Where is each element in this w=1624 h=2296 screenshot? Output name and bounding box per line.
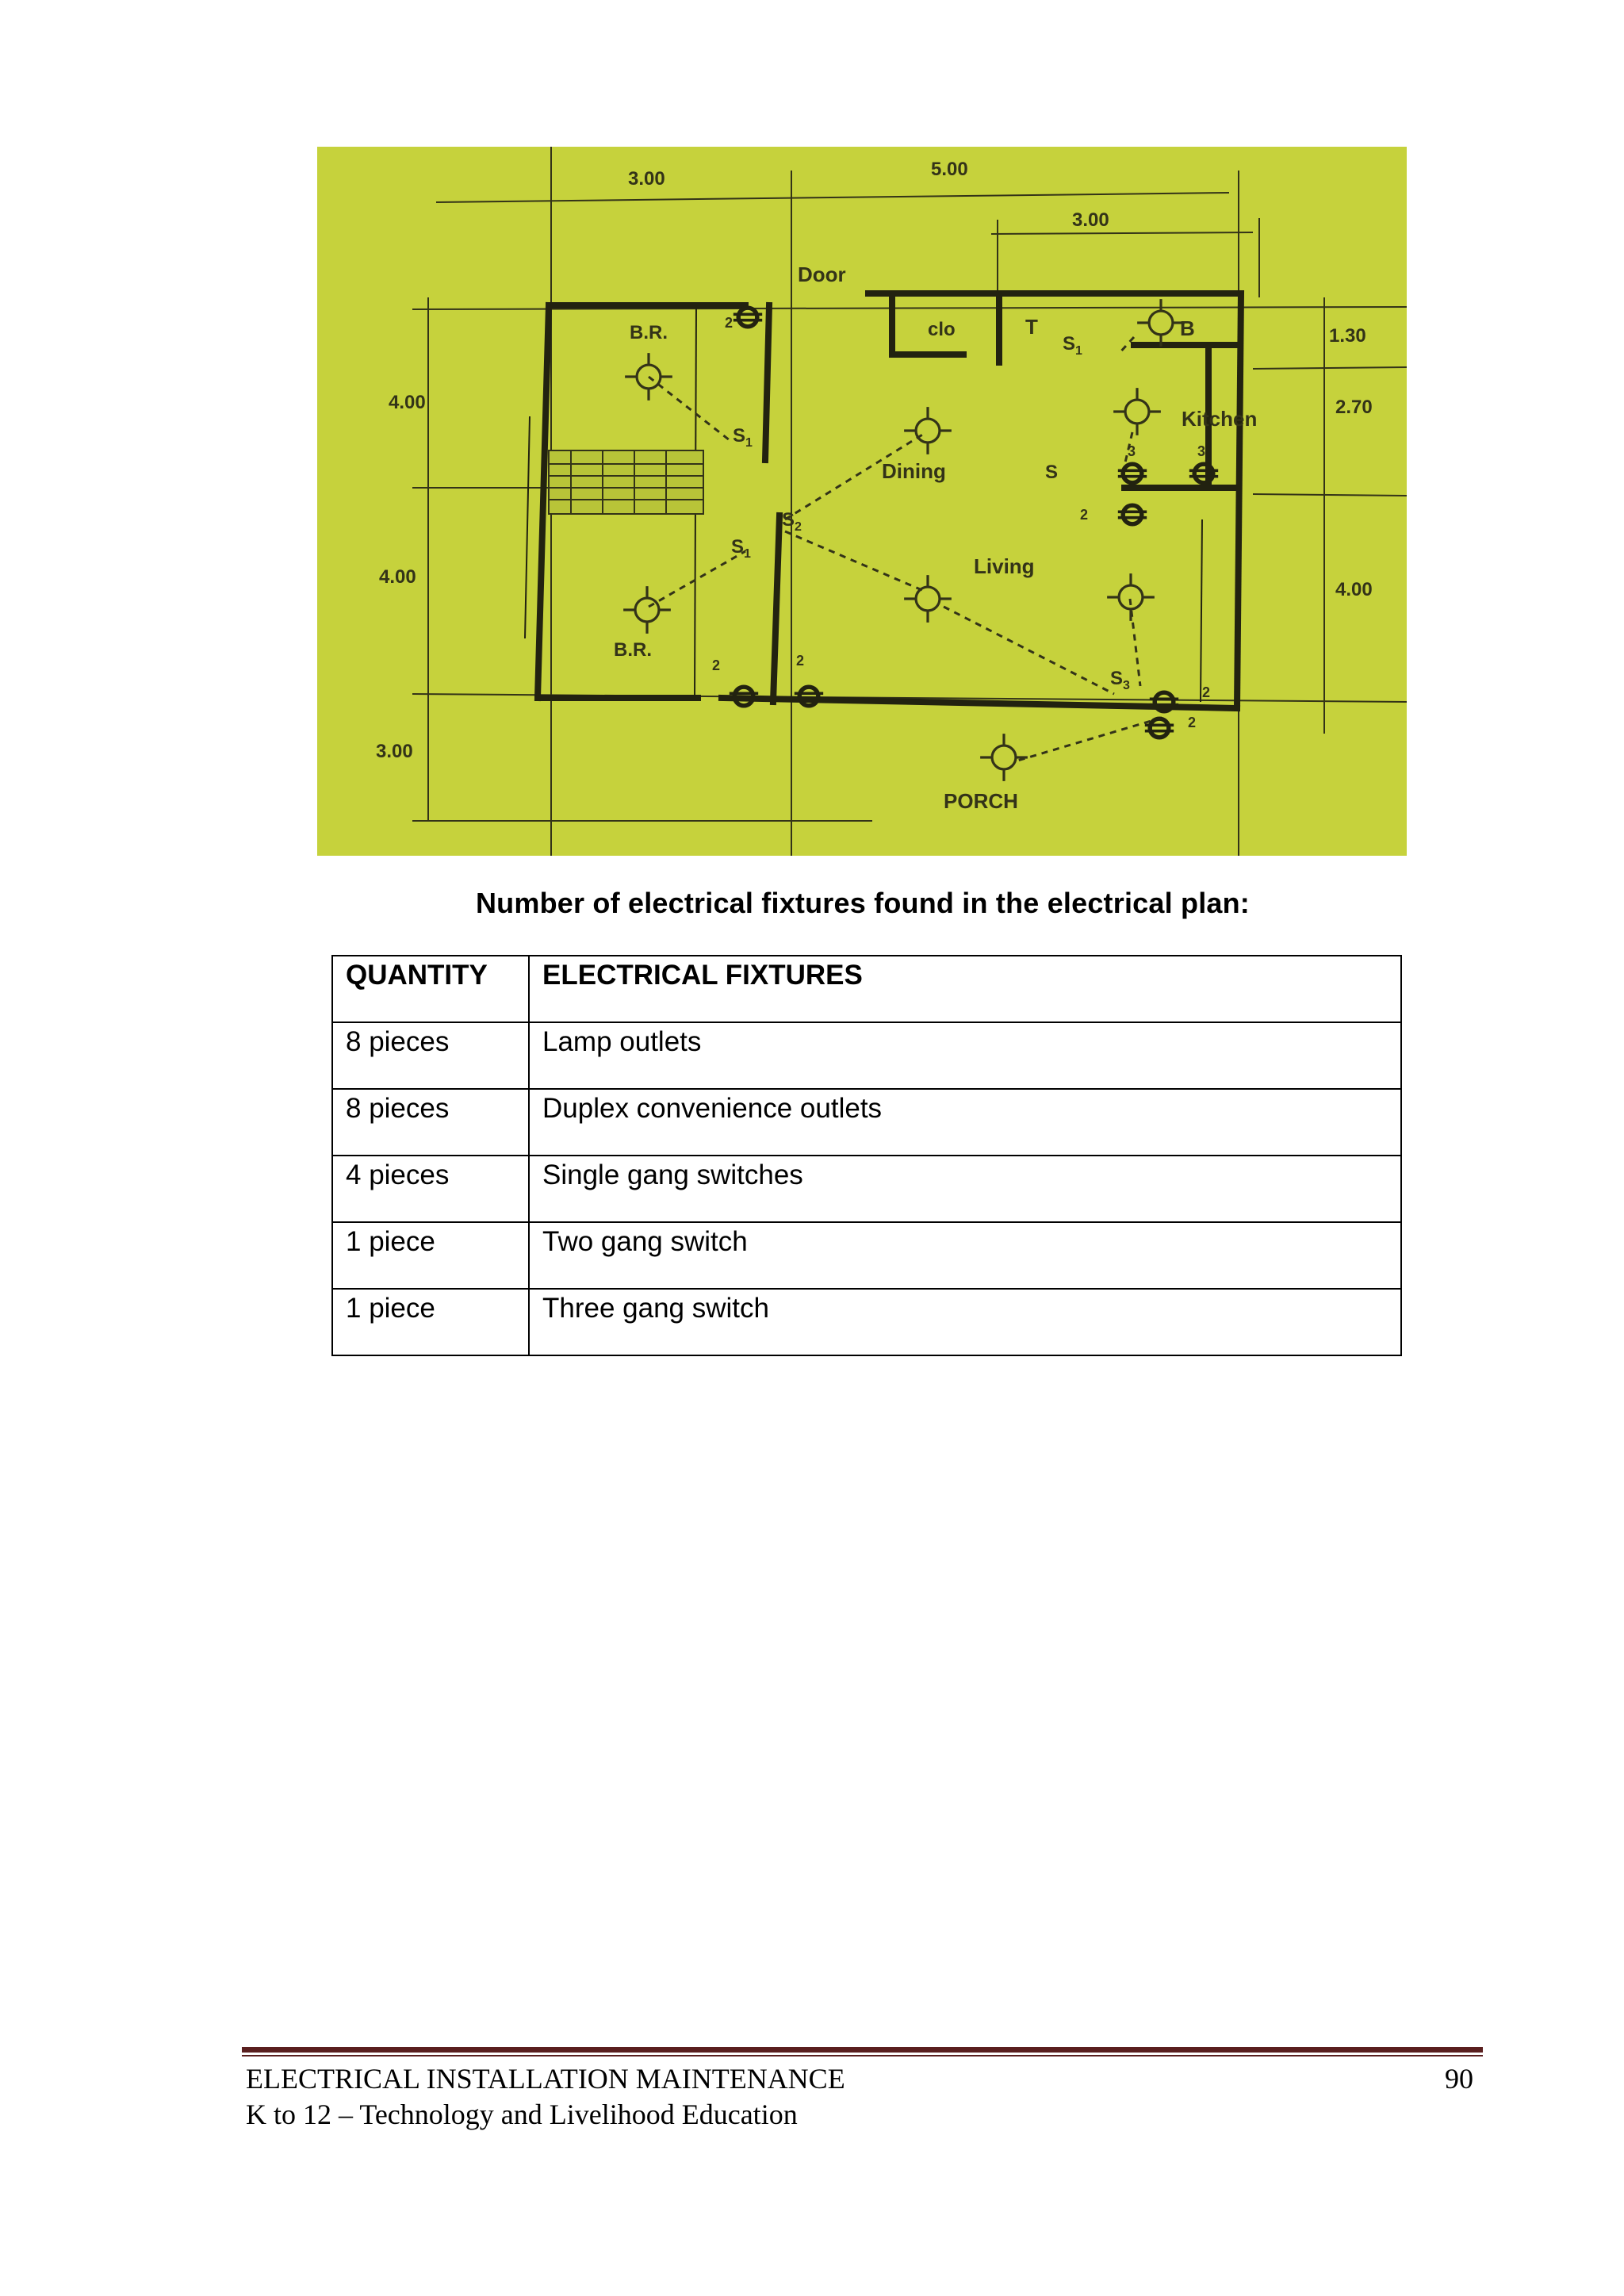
outlet-number: 2	[1188, 715, 1197, 730]
table-caption: Number of electrical fixtures found in the electrical plan:	[475, 887, 1250, 919]
lamp-outlet-symbol	[1107, 573, 1155, 621]
dimension-label: 4.00	[1335, 579, 1373, 600]
lamp-outlet-symbol	[1113, 388, 1161, 435]
footer-divider	[242, 2055, 1483, 2056]
lamp-outlet-symbol	[623, 586, 671, 634]
table-row	[332, 1089, 1401, 1156]
dimension-label: 3.00	[376, 741, 413, 762]
column-header-fixtures: ELECTRICAL FIXTURES	[529, 956, 1401, 1022]
outlet-number: 3	[1197, 443, 1206, 459]
duplex-outlet-symbol	[1189, 464, 1218, 483]
outlet-number: 2	[725, 315, 733, 331]
table-row	[332, 1156, 1401, 1222]
bath-label: B	[1180, 316, 1195, 340]
duplex-outlet-symbol	[1118, 464, 1147, 483]
fixtures-table	[331, 955, 1402, 1356]
switch-subscript: 1	[744, 547, 751, 561]
fixture-cell: Three gang switch	[529, 1289, 1401, 1355]
floor-plan-drawing	[317, 147, 1407, 856]
toilet-label: T	[1025, 315, 1038, 339]
dining-label: Dining	[882, 459, 946, 483]
bedroom-label: B.R.	[630, 322, 668, 343]
bedroom-label: B.R.	[614, 639, 652, 661]
dimension-label: 5.00	[931, 159, 968, 180]
duplex-outlet-symbol	[1118, 505, 1147, 524]
lamp-outlet-symbol	[904, 407, 952, 454]
lamp-outlet-symbol	[904, 575, 952, 623]
switch-label: S	[733, 425, 746, 447]
footer-divider	[242, 2047, 1483, 2053]
lamp-outlet-symbol	[1137, 299, 1185, 347]
dimension-label: 3.00	[1072, 209, 1109, 231]
porch-label: PORCH	[944, 789, 1018, 813]
fixture-cell: Lamp outlets	[529, 1022, 1401, 1089]
page-number: 90	[1445, 2063, 1473, 2095]
outlet-number: 3	[1128, 443, 1136, 459]
switch-label: S	[731, 536, 745, 558]
quantity-cell: 8 pieces	[332, 1022, 529, 1089]
outlet-number: 2	[1080, 507, 1089, 523]
table-row	[332, 1022, 1401, 1089]
switch-subscript: 1	[1075, 344, 1082, 358]
lamp-outlet-symbol	[980, 734, 1028, 781]
dimension-label: 1.30	[1329, 325, 1366, 347]
fixture-cell: Duplex convenience outlets	[529, 1089, 1401, 1156]
switch-label: S	[1045, 462, 1059, 483]
dimension-label: 3.00	[628, 168, 665, 190]
switch-label: S	[1063, 333, 1076, 355]
living-label: Living	[974, 554, 1035, 578]
door-label: Door	[798, 263, 846, 286]
dimension-label: 2.70	[1335, 397, 1373, 418]
electrical-floor-plan	[317, 147, 1407, 856]
footer-subtitle: K to 12 – Technology and Livelihood Education	[246, 2099, 798, 2130]
switch-subscript: 1	[745, 436, 753, 450]
quantity-cell: 1 piece	[332, 1289, 529, 1355]
outlet-number: 2	[796, 653, 805, 669]
footer-title: ELECTRICAL INSTALLATION MAINTENANCE	[246, 2063, 845, 2095]
quantity-cell: 8 pieces	[332, 1089, 529, 1156]
closet-label: clo	[928, 319, 956, 340]
outlet-number: 2	[1202, 684, 1211, 700]
switch-subscript: 3	[1123, 679, 1130, 692]
duplex-outlet-symbol	[733, 308, 762, 327]
kitchen-label: Kitchen	[1182, 407, 1258, 431]
switch-subscript: 2	[795, 520, 802, 534]
table-header-row	[332, 956, 1401, 1022]
switch-label: S	[782, 509, 795, 531]
table-row	[332, 1289, 1401, 1355]
column-header-quantity: QUANTITY	[332, 956, 529, 1022]
switch-label: S	[1110, 668, 1124, 689]
dimension-label: 4.00	[379, 566, 416, 588]
quantity-cell: 4 pieces	[332, 1156, 529, 1222]
outlet-number: 2	[712, 657, 721, 673]
fixture-cell: Two gang switch	[529, 1222, 1401, 1289]
quantity-cell: 1 piece	[332, 1222, 529, 1289]
fixture-cell: Single gang switches	[529, 1156, 1401, 1222]
dimension-label: 4.00	[389, 392, 426, 413]
table-row	[332, 1222, 1401, 1289]
